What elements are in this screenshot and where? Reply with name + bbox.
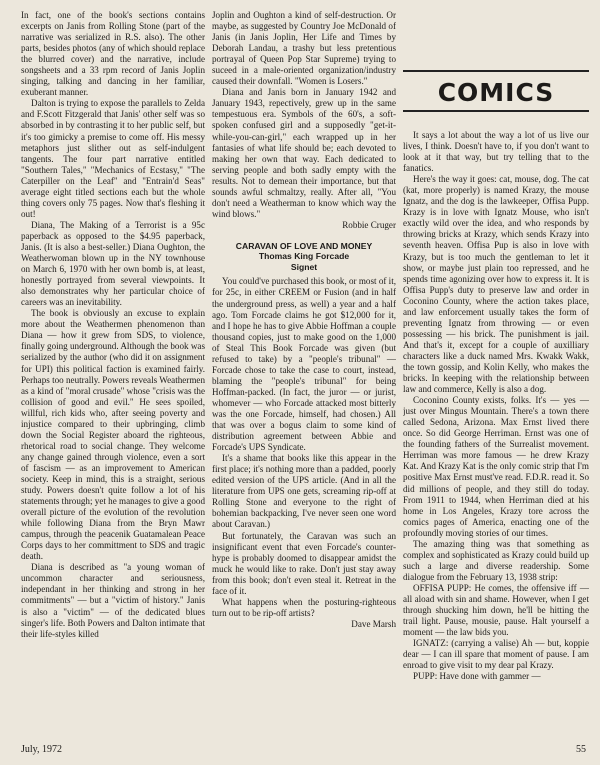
- article-paragraph: What happens when the posturing-righteous turn out to be rip-off artists?: [212, 596, 396, 618]
- section-header-box: [403, 70, 589, 112]
- article-paragraph: In fact, one of the book's sections contains excerpts on Janis from Rolling Stone (part of the narrative was serialized in R.S. also). The other parts, besides photos (any of which should replace the blurred cover) and the narrative, include songsheets and a 33 rpm record of Janis Joplin singing, talking and dancing in her familiar, exuberant manner.: [21, 10, 205, 98]
- article-paragraph: It's a shame that books like this appear in the first place; it's nothing more than a padded, poorly edited version of the UPS article. (And in all the literature from UPS one gets, screaming rip-off at Rolling Stone and everyone to the right of bohemian backpacking, I've never seen one word about Caravan.): [212, 453, 396, 530]
- review-heading: [212, 241, 396, 273]
- article-paragraph: Diana, The Making of a Terrorist is a 95c paperback as opposed to the $4.95 paperback, Janis. (It is also a best-seller.) Diana Oughton, the Weatherwoman blown up in the NY townhouse on March 6, 1970 with her own bomb is, at least, honestly portrayed from several viewpoints. It also demonstrates why her particular choice of careers was an inevitability.: [21, 219, 205, 308]
- article-paragraph: Dalton is trying to expose the parallels to Zelda and F.Scott Fitzgerald that Janis' other self was so absorbed in by contrasting it to her public self, but it's too gimicky a premise to come off. His messy metaphors just slither out as self-indulgent tangents. The four part narrative entitled "Southern Tales," "Mechanics of Ecstasy," "The Caterpiller on the Leaf" and "Entrain'd Seas" average eight titled sections each but the whole thing covers only 75 pages. Now that's fleshing it out!: [21, 98, 205, 219]
- article-paragraph: PUPP: Have done with gammer —: [413, 671, 541, 682]
- article-paragraph: OFFISA PUPP: He comes, the offensive iff — all aload with sin and shame. However, when I get through shucking him down, he'll be hitting the trail light. Pause, mousie, pause. Halt yourself a moment — the law bids you.: [403, 582, 589, 638]
- article-paragraph: You could've purchased this book, or most of it, for 25c, in either CREEM or Fusion (and in half the underground press, as well) a year and a half ago. Tom Forcade claims he got $12,000 for it, and I hope he has to give Abbie Hoffman a couple thousand copies, just to make good on the 1,000 of Steal This Book Forcade was given (but refused to take) by a "people's tribunal" — Forcade chose to take the case to court, instead, blaming the "people's tribunal" for being Hoffman-packed. (In fact, the juror — or jurist, whomever — who Forcade attacked most bitterly was the one Forcade, himself, had chosen.) All that was over a bogus claim to some kind of distribution agreement between Abbie and Forcade's UPS Syndicate.: [212, 276, 396, 453]
- issue-date: July, 1972: [21, 744, 63, 755]
- column-right: [403, 10, 589, 730]
- review-publisher: Signet: [290, 261, 318, 272]
- article-paragraph: Diana is described as "a young woman of uncommon character and seriousness, independant in her thinking and strong in her commitments" — but a "victim of history." Janis is also a "victim" — of the dedicated blues singer's life. Both Powers and Dalton intimate that their life-styles killed: [21, 562, 205, 639]
- article-paragraph: Diana and Janis born in January 1942 and January 1943, repectively, grew up in the same tempestuous era. Symbols of the 60's, a soft-spoken confused girl and a supposedly "get-it-while-you-can-girl," each wrapped up in her fantasies of what life should be; each devoted to making her own that way. Each dedicated to serving people and both sadly empty with the results. Not to demean their importance, but that sounds awful schmaltzy, really. After all, "You don't need a Weatherman to know which way the wind blows.": [212, 87, 396, 219]
- article-paragraph: Coconino County exists, folks. It's — yes — just over Mingus Mountain. There's a town there called Sedona, Arizona. Max Ernst lived there once. So did George Herriman. Ernst was one of the founding fathers of the Surrealist movement. Herriman was more famous — he drew Krazy Kat. And Krazy Kat is the only comic strip that I'm positive Max Ernst must've read. F.D.R. read it. So did millions of people, and they still do today. From 1911 to 1944, when Herriman died at his home in Los Angeles, Krazy tore across the comics pages of America, enacting one of the profoundly moving stories of our times.: [403, 395, 589, 538]
- section-title: COMICS: [437, 78, 555, 107]
- page-number: 55: [576, 744, 586, 755]
- article-paragraph: Joplin and Oughton a kind of self-destruction. Or maybe, as suggested by Country Joe McDonald of Janis (in Janis Joplin, Her Life and Times by Deborah Landau, a trashy but less pretentious portrayal of Queen Pop Star Supreme) trying to suceed in a male-oriented organization/industry caused their downfall. "Women is Losers.": [212, 10, 396, 87]
- article-paragraph: It says a lot about the way a lot of us live our lives, I think. Doesn't have to, if you don't want to look at it that way, but try telling that to the fanatics.: [403, 130, 589, 174]
- article-paragraph: The amazing thing was that something as complex and sophisticated as Krazy could build up such a large and diverse readership. Some dialogue from the February 13, 1938 strip:: [403, 538, 589, 582]
- review-author: Thomas King Forcade: [258, 251, 350, 262]
- article-paragraph: The book is obviously an excuse to explain more about the Weathermen phenomenon than Diana — how it grew from SDS, to violence, finally going underground. Although the book was serialized by the author (who did it on assignment for UPI) this political faction is examined fairly. Perhaps too neutrally. Powers reveals Weathermen as a kind of "moral crusade" whose "crisis was the collision of good and evil." He sees spoiled, willful, rich kids who, after seeing poverty and injustice compared to their upbringing, climb down the Social Register aboard the righteous, rhetorical road to social change. They welcome any change gained through violence, even a sort of fascism — as an improvement to American society. Keep in mind, this is a straight, serious study. Powers doesn't quite follow a lot of his statements through; yet he manages to give a good overall picture of the evolution of the revolution while following Diana from the Bryn Mawr campus, through the peacenik Guatamalean Peace Corps days to her committment to SDS and tragic death.: [21, 308, 205, 562]
- column-left: [21, 10, 205, 730]
- review-title: CARAVAN OF LOVE AND MONEY: [235, 240, 373, 251]
- article-paragraph: But fortunately, the Caravan was such an insignificant event that even Forcade's counter-hype is probably doomed to disappear amidst the muck he would like to rake. Don't just stay away from this book; don't even steal it. Retreat in the face of it.: [212, 530, 396, 596]
- column-middle: [212, 10, 396, 730]
- article-paragraph: IGNATZ: (carrying a valise) Ah — but, koppie dear — I can ill spare that moment of pause. I am enroad to give visit to my dear pal Krazy.: [403, 638, 589, 671]
- review-signature: Robbie Cruger: [342, 219, 396, 230]
- review-signature: Dave Marsh: [351, 618, 396, 629]
- article-paragraph: Here's the way it goes: cat, mouse, dog. The cat (kat, more properly) is named Krazy, the mouse Ignatz, and the dog is the lawkeeper, Offisa Pupp. Krazy is in love with Ignatz Mouse, who isn't exactly wild over the idea, and who responds by throwing bricks at Krazy, which sends Krazy into seventh heaven. Offisa Pup is also in love with Krazy, but is too much the gentleman to let it show, or maybe just plain too repressed, and he spends time agonizing over how to express it. It is Offisa Pupp's duty to preserve law and order in Coconino County, where the action takes place, and law enforcement usually takes the form of preventing Ignatz from throwing — or even possessing — his brick. The punishment is jail. And that's it, except for a couple of auxilliary characters like a duck named Mrs. Kwakk Wakk, the town gossip, and Kolin Kelly, who makes the bricks. In keeping with the relationship between law and commerce, Kelly is also a dog.: [403, 174, 589, 395]
